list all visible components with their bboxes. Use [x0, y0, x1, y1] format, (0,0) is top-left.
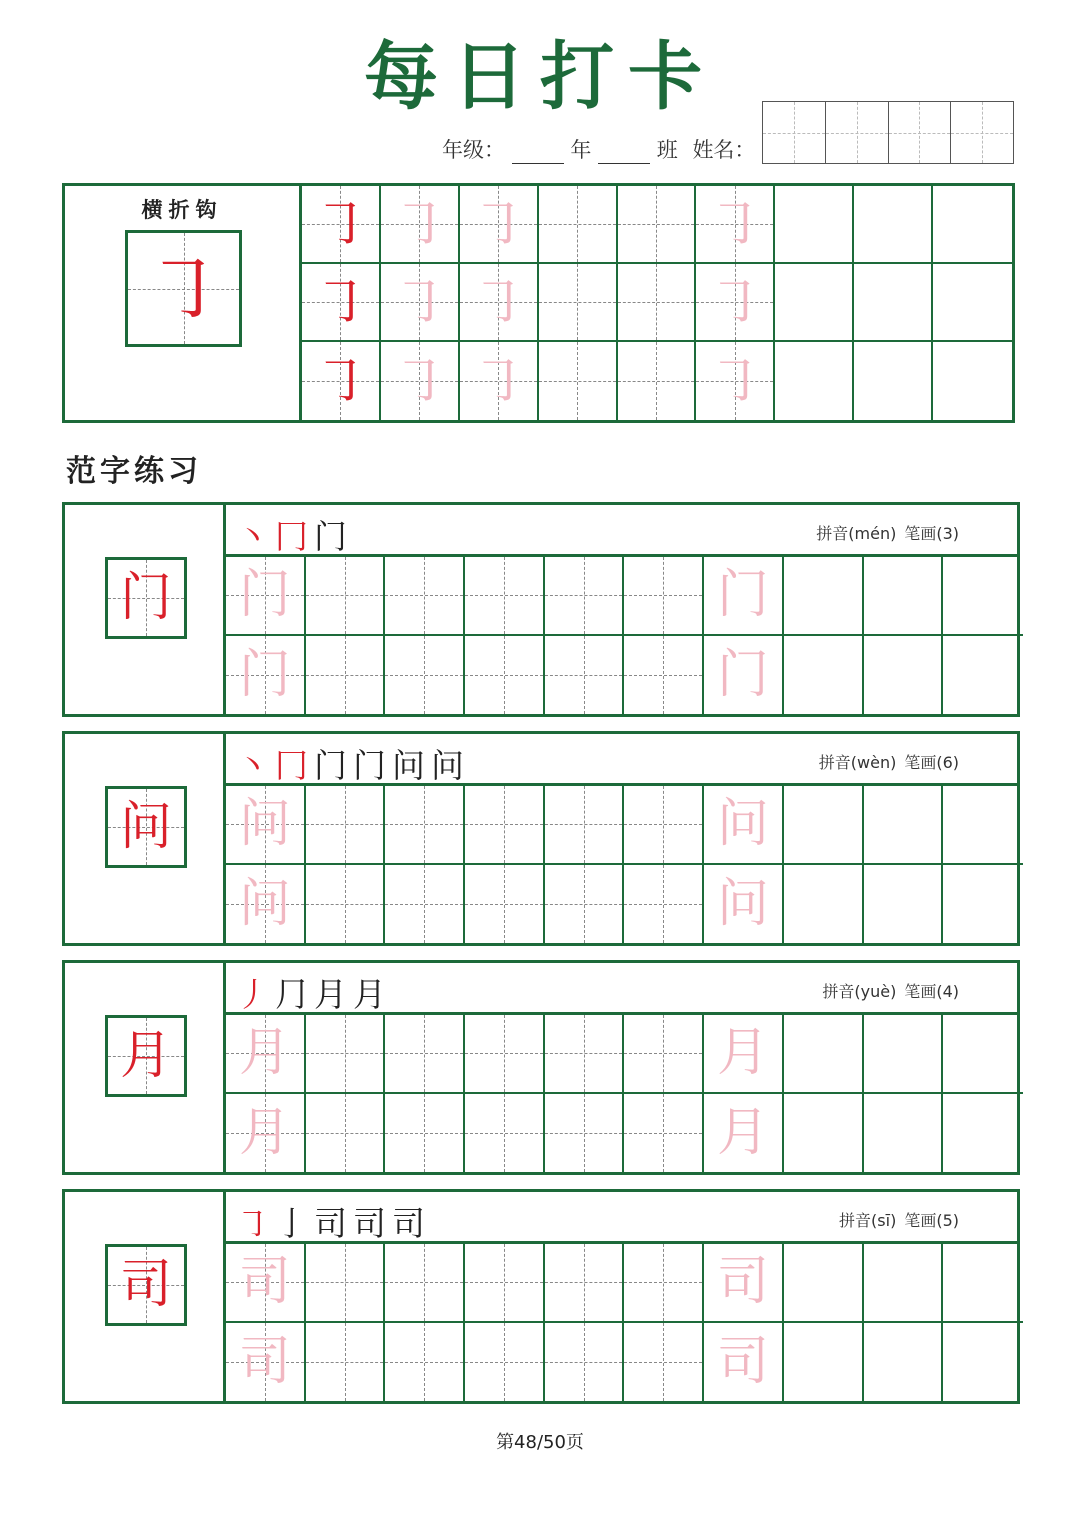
- practice-row: [226, 1244, 1023, 1323]
- writing-cell[interactable]: [624, 1015, 704, 1094]
- writing-cell[interactable]: [465, 786, 545, 865]
- writing-cell[interactable]: [696, 186, 775, 264]
- writing-cell[interactable]: [624, 786, 704, 865]
- practice-row: [226, 636, 1023, 715]
- stroke-count: 笔画(5): [904, 1211, 959, 1230]
- stroke-trace: ㇆: [392, 349, 447, 412]
- model-char-box: [105, 786, 187, 868]
- practice-row: [226, 1015, 1023, 1094]
- writing-cell[interactable]: [784, 1244, 864, 1323]
- writing-cell[interactable]: [545, 1094, 625, 1173]
- stroke-order-header: [226, 963, 1017, 1015]
- stroke-name: 横折钩: [141, 197, 223, 222]
- writing-cell[interactable]: [864, 557, 944, 636]
- writing-cell[interactable]: [465, 1244, 545, 1323]
- model-char: 司: [119, 1255, 172, 1315]
- writing-cell[interactable]: [864, 865, 944, 944]
- class-label: 班: [656, 138, 678, 162]
- trace-char: 问: [238, 794, 291, 855]
- writing-cell[interactable]: [460, 186, 539, 264]
- model-panel: [65, 734, 226, 943]
- writing-cell[interactable]: [226, 786, 306, 865]
- writing-cell[interactable]: [465, 865, 545, 944]
- writing-cell[interactable]: [306, 1015, 386, 1094]
- stroke-trace: ㇆: [392, 192, 447, 255]
- stroke-trace: ㇆: [707, 270, 762, 333]
- writing-cell[interactable]: [943, 865, 1023, 944]
- writing-cell[interactable]: [226, 1094, 306, 1173]
- trace-char: 问: [716, 873, 769, 934]
- writing-cell[interactable]: [381, 264, 460, 342]
- writing-cell[interactable]: [226, 557, 306, 636]
- writing-cell[interactable]: [306, 1094, 386, 1173]
- writing-cell[interactable]: [545, 1244, 625, 1323]
- writing-cell[interactable]: [385, 1244, 465, 1323]
- stroke-row: [302, 264, 1012, 342]
- model-char: 门: [119, 568, 172, 628]
- trace-char: 司: [238, 1331, 291, 1392]
- stroke-order-header: [226, 1192, 1017, 1244]
- model-panel: [65, 505, 226, 714]
- writing-cell[interactable]: [460, 264, 539, 342]
- writing-cell[interactable]: [618, 264, 697, 342]
- char-meta: [808, 521, 959, 544]
- name-cell[interactable]: [951, 102, 1013, 163]
- stroke-step: 司: [353, 1204, 386, 1243]
- stroke-trace: ㇆: [471, 192, 526, 255]
- writing-cell[interactable]: [943, 1244, 1023, 1323]
- writing-cell[interactable]: [784, 557, 864, 636]
- pinyin: 拼音(yuè): [822, 982, 897, 1001]
- writing-cell[interactable]: [943, 557, 1023, 636]
- stroke-step: 冂: [275, 517, 308, 556]
- writing-cell[interactable]: [704, 1015, 784, 1094]
- writing-cell[interactable]: [302, 186, 381, 264]
- stroke-step: 月: [314, 975, 347, 1014]
- name-cell[interactable]: [763, 102, 826, 163]
- name-grid[interactable]: [762, 101, 1014, 164]
- writing-cell[interactable]: [933, 186, 1012, 264]
- writing-cell[interactable]: [545, 1323, 625, 1402]
- writing-cell[interactable]: [943, 1323, 1023, 1402]
- student-info: [442, 134, 755, 164]
- writing-cell[interactable]: [775, 186, 854, 264]
- writing-cell[interactable]: [933, 342, 1012, 420]
- stroke-trace: ㇆: [471, 349, 526, 412]
- trace-char: 门: [238, 565, 291, 626]
- practice-grid: [226, 1015, 1023, 1172]
- writing-cell[interactable]: [854, 186, 933, 264]
- writing-cell[interactable]: [618, 186, 697, 264]
- stroke-step: 门: [314, 517, 347, 556]
- practice-row: [226, 1094, 1023, 1173]
- writing-cell[interactable]: [784, 786, 864, 865]
- practice-grid: [226, 786, 1023, 943]
- stroke-order: [236, 1198, 431, 1245]
- writing-cell[interactable]: [854, 264, 933, 342]
- model-char: 问: [119, 797, 172, 857]
- stroke-step: ㇆: [236, 1204, 269, 1243]
- pinyin: 拼音(sī): [839, 1211, 897, 1230]
- writing-cell[interactable]: [302, 264, 381, 342]
- writing-cell[interactable]: [775, 342, 854, 420]
- char-meta: [811, 750, 959, 773]
- writing-cell[interactable]: [385, 1323, 465, 1402]
- stroke-order: [236, 511, 353, 558]
- trace-char: 司: [716, 1252, 769, 1313]
- writing-cell[interactable]: [943, 786, 1023, 865]
- writing-cell[interactable]: [624, 1323, 704, 1402]
- writing-cell[interactable]: [696, 264, 775, 342]
- writing-cell[interactable]: [545, 786, 625, 865]
- stroke-step: 司: [314, 1204, 347, 1243]
- trace-char: 问: [716, 794, 769, 855]
- trace-char: 月: [238, 1102, 291, 1163]
- character-block: [62, 731, 1020, 946]
- stroke-step: 丶: [236, 746, 269, 785]
- stroke-step: 门: [314, 746, 347, 785]
- writing-cell[interactable]: [704, 1094, 784, 1173]
- model-panel: [65, 1192, 226, 1401]
- stroke-trace: ㇆: [471, 270, 526, 333]
- practice-row: [226, 865, 1023, 944]
- practice-grid: [226, 557, 1023, 714]
- trace-char: 月: [716, 1102, 769, 1163]
- writing-cell[interactable]: [381, 186, 460, 264]
- writing-cell[interactable]: [465, 557, 545, 636]
- trace-char: 月: [716, 1023, 769, 1084]
- stroke-order: [236, 969, 392, 1016]
- practice-row: [226, 786, 1023, 865]
- stroke-step: ⼅: [275, 1204, 308, 1243]
- writing-cell[interactable]: [704, 786, 784, 865]
- pinyin: 拼音(wèn): [818, 753, 897, 772]
- writing-cell[interactable]: [306, 1244, 386, 1323]
- class-blank[interactable]: [598, 143, 650, 164]
- writing-cell[interactable]: [385, 865, 465, 944]
- writing-cell[interactable]: [306, 557, 386, 636]
- grade-blank[interactable]: [512, 143, 564, 164]
- writing-cell[interactable]: [784, 1094, 864, 1173]
- writing-cell[interactable]: [465, 636, 545, 715]
- stroke-model-char: ㇆: [145, 243, 222, 333]
- writing-cell[interactable]: [618, 342, 697, 420]
- writing-cell[interactable]: [854, 342, 933, 420]
- page-number: 第48/50页: [496, 1432, 584, 1453]
- model-char-box: [105, 1244, 187, 1326]
- stroke-example: ㇆: [313, 270, 368, 333]
- stroke-step: 丿: [236, 975, 269, 1014]
- stroke-trace: ㇆: [392, 270, 447, 333]
- stroke-step: 丶: [236, 517, 269, 556]
- character-block: [62, 502, 1020, 717]
- writing-cell[interactable]: [226, 1244, 306, 1323]
- writing-cell[interactable]: [943, 636, 1023, 715]
- writing-cell[interactable]: [864, 786, 944, 865]
- stroke-example: ㇆: [313, 192, 368, 255]
- writing-cell[interactable]: [784, 636, 864, 715]
- writing-cell[interactable]: [385, 557, 465, 636]
- section-title: 范字练习: [66, 454, 202, 489]
- writing-cell[interactable]: [539, 264, 618, 342]
- writing-cell[interactable]: [864, 1244, 944, 1323]
- stroke-trace: ㇆: [707, 192, 762, 255]
- writing-cell[interactable]: [306, 786, 386, 865]
- year-label: 年: [570, 138, 592, 162]
- writing-cell[interactable]: [226, 1015, 306, 1094]
- stroke-step: 问: [392, 746, 425, 785]
- writing-cell[interactable]: [302, 342, 381, 420]
- model-char-box: [105, 557, 187, 639]
- writing-cell[interactable]: [624, 1244, 704, 1323]
- stroke-row: [302, 342, 1012, 420]
- page-title: 每日打卡: [364, 34, 716, 120]
- stroke-step: 司: [392, 1204, 425, 1243]
- stroke-step: 冂: [275, 746, 308, 785]
- writing-cell[interactable]: [385, 1094, 465, 1173]
- practice-row: [226, 1323, 1023, 1402]
- character-block: [62, 1189, 1020, 1404]
- writing-cell[interactable]: [465, 1015, 545, 1094]
- trace-char: 司: [716, 1331, 769, 1392]
- stroke-order: [236, 740, 470, 787]
- writing-cell[interactable]: [385, 1015, 465, 1094]
- writing-cell[interactable]: [943, 1094, 1023, 1173]
- stroke-practice-section: [62, 183, 1015, 423]
- writing-cell[interactable]: [545, 557, 625, 636]
- writing-cell[interactable]: [545, 865, 625, 944]
- writing-cell[interactable]: [704, 636, 784, 715]
- writing-cell[interactable]: [545, 636, 625, 715]
- model-panel: [65, 963, 226, 1172]
- writing-cell[interactable]: [704, 1323, 784, 1402]
- writing-cell[interactable]: [864, 1094, 944, 1173]
- stroke-row: [302, 186, 1012, 264]
- writing-cell[interactable]: [385, 786, 465, 865]
- trace-char: 门: [238, 644, 291, 705]
- writing-cell[interactable]: [539, 186, 618, 264]
- practice-row: [226, 557, 1023, 636]
- stroke-step: ⺆: [275, 975, 308, 1014]
- pinyin: 拼音(mén): [816, 524, 897, 543]
- stroke-count: 笔画(4): [904, 982, 959, 1001]
- writing-cell[interactable]: [624, 636, 704, 715]
- stroke-trace: ㇆: [707, 349, 762, 412]
- char-meta: [831, 1208, 959, 1231]
- writing-cell[interactable]: [696, 342, 775, 420]
- writing-cell[interactable]: [465, 1094, 545, 1173]
- writing-cell[interactable]: [704, 1244, 784, 1323]
- writing-cell[interactable]: [226, 636, 306, 715]
- trace-char: 门: [716, 565, 769, 626]
- writing-cell[interactable]: [624, 865, 704, 944]
- writing-cell[interactable]: [306, 865, 386, 944]
- writing-cell[interactable]: [864, 1323, 944, 1402]
- trace-char: 司: [238, 1252, 291, 1313]
- writing-cell[interactable]: [385, 636, 465, 715]
- stroke-order-header: [226, 734, 1017, 786]
- stroke-step: 门: [353, 746, 386, 785]
- stroke-step: 月: [353, 975, 386, 1014]
- writing-cell[interactable]: [704, 865, 784, 944]
- trace-char: 问: [238, 873, 291, 934]
- writing-cell[interactable]: [864, 1015, 944, 1094]
- writing-cell[interactable]: [775, 264, 854, 342]
- writing-cell[interactable]: [624, 557, 704, 636]
- writing-cell[interactable]: [226, 865, 306, 944]
- stroke-count: 笔画(6): [904, 753, 959, 772]
- writing-cell[interactable]: [864, 636, 944, 715]
- name-cell[interactable]: [889, 102, 952, 163]
- writing-cell[interactable]: [933, 264, 1012, 342]
- writing-cell[interactable]: [381, 342, 460, 420]
- writing-cell[interactable]: [784, 865, 864, 944]
- char-meta: [814, 979, 959, 1002]
- stroke-model-panel: [65, 186, 302, 420]
- trace-char: 月: [238, 1023, 291, 1084]
- writing-cell[interactable]: [539, 342, 618, 420]
- writing-cell[interactable]: [545, 1015, 625, 1094]
- practice-grid: [226, 1244, 1023, 1401]
- writing-cell[interactable]: [784, 1015, 864, 1094]
- writing-cell[interactable]: [306, 1323, 386, 1402]
- stroke-example: ㇆: [313, 349, 368, 412]
- stroke-step: 问: [431, 746, 464, 785]
- stroke-model-box: [125, 230, 242, 347]
- name-label: 姓名：: [692, 138, 756, 162]
- writing-cell[interactable]: [460, 342, 539, 420]
- writing-cell[interactable]: [704, 557, 784, 636]
- model-char: 月: [119, 1026, 172, 1086]
- character-block: [62, 960, 1020, 1175]
- stroke-order-header: [226, 505, 1017, 557]
- writing-cell[interactable]: [465, 1323, 545, 1402]
- writing-cell[interactable]: [943, 1015, 1023, 1094]
- name-cell[interactable]: [826, 102, 889, 163]
- writing-cell[interactable]: [306, 636, 386, 715]
- stroke-count: 笔画(3): [904, 524, 959, 543]
- writing-cell[interactable]: [784, 1323, 864, 1402]
- trace-char: 门: [716, 644, 769, 705]
- grade-label: 年级：: [442, 138, 505, 162]
- model-char-box: [105, 1015, 187, 1097]
- writing-cell[interactable]: [624, 1094, 704, 1173]
- writing-cell[interactable]: [226, 1323, 306, 1402]
- stroke-practice-grid: [302, 186, 1012, 420]
